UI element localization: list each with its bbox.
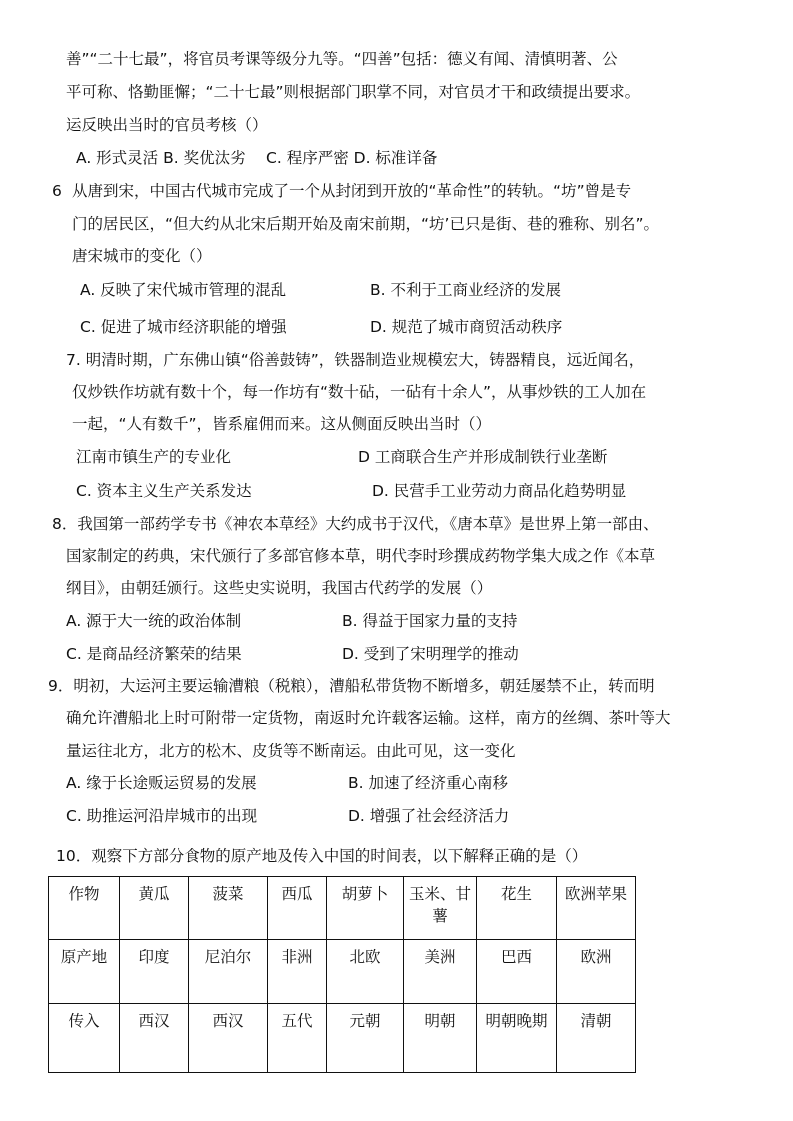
crop-origin-table [48, 876, 636, 1073]
table-row [49, 877, 636, 940]
q7-option-d: D. 民营手工业劳动力商品化趋势明显 [372, 482, 627, 500]
table-cell: 玉米、甘薯 [404, 877, 477, 940]
q6-option-c: C. 促进了城市经济职能的增强 [80, 318, 287, 336]
table-cell: 欧洲苹果 [557, 877, 636, 940]
table-cell: 作物 [49, 877, 120, 940]
table-cell: 胡萝卜 [327, 877, 404, 940]
q9-line3: 量运往北方，北方的松木、皮货等不断南运。由此可见，这一变化 [66, 742, 516, 760]
table-cell: 西瓜 [268, 877, 327, 940]
q9-line1: 9．明初，大运河主要运输漕粮（税粮），漕船私带货物不断增多，朝廷屡禁不止，转而明 [48, 677, 655, 695]
q6-option-b: B. 不利于工商业经济的发展 [370, 281, 561, 299]
table-cell: 明朝 [404, 1004, 477, 1073]
table-cell: 菠菜 [189, 877, 268, 940]
q9-line2: 确允许漕船北上时可附带一定货物，南返时允许载客运输。这样，南方的丝绸、茶叶等大 [66, 709, 671, 727]
q8-option-a: A. 源于大一统的政治体制 [66, 612, 242, 630]
table-cell: 欧洲 [557, 940, 636, 1004]
q8-option-d: D. 受到了宋明理学的推动 [342, 645, 519, 663]
q7-line1: 7. 明清时期，广东佛山镇“俗善鼓铸”，铁器制造业规模宏大，铸器精良，远近闻名， [66, 351, 645, 369]
q9-option-d: D. 增强了社会经济活力 [348, 807, 510, 825]
q8-option-b: B. 得益于国家力量的支持 [342, 612, 518, 630]
q9-option-b: B. 加速了经济重心南移 [348, 774, 508, 792]
table-cell: 尼泊尔 [189, 940, 268, 1004]
table-cell: 明朝晚期 [477, 1004, 557, 1073]
table-cell: 西汉 [189, 1004, 268, 1073]
q7-line3: 一起，“人有数千”，皆系雇佣而来。这从侧面反映出当时（） [72, 415, 492, 433]
table-cell: 元朝 [327, 1004, 404, 1073]
q9-option-c: C. 助推运河沿岸城市的出现 [66, 807, 258, 825]
table-cell: 西汉 [120, 1004, 189, 1073]
table-cell: 花生 [477, 877, 557, 940]
table-cell: 五代 [268, 1004, 327, 1073]
table-cell: 传入 [49, 1004, 120, 1073]
table-cell: 巴西 [477, 940, 557, 1004]
q7-option-c: C. 资本主义生产关系发达 [76, 482, 252, 500]
table-cell: 非洲 [268, 940, 327, 1004]
q8-line2: 国家制定的药典，宋代颁行了多部官修本草，明代李时珍撰成药物学集大成之作《本草 [66, 547, 656, 565]
q6-line2: 门的居民区，“但大约从北宋后期开始及南宋前期，“坊’已只是街、巷的雅称、别名”。 [72, 215, 660, 233]
table-row [49, 940, 636, 1004]
table-cell: 清朝 [557, 1004, 636, 1073]
q6-number: 6 [52, 182, 62, 200]
q10-stem: 10．观察下方部分食物的原产地及传入中国的时间表，以下解释正确的是（） [56, 847, 588, 865]
table-cell: 印度 [120, 940, 189, 1004]
table-cell: 原产地 [49, 940, 120, 1004]
table-cell: 黄瓜 [120, 877, 189, 940]
q7-line2: 仅炒铁作坊就有数十个，每一作坊有“数十砧，一砧有十余人”，从事炒铁的工人加在 [72, 383, 647, 401]
q5-line2: 平可称、恪勤匪懈；“二十七最”则根据部门职掌不同，对官员才干和政绩提出要求。 [66, 83, 641, 101]
table-cell: 美洲 [404, 940, 477, 1004]
table-cell: 北欧 [327, 940, 404, 1004]
q6-line1: 从唐到宋，中国古代城市完成了一个从封闭到开放的“革命性”的转轨。“坊”曾是专 [72, 182, 632, 200]
q5-line1: 善”“二十七最”，将官员考课等级分九等。“四善”包括：德义有闻、清慎明著、公 [66, 50, 618, 68]
q5-options: A. 形式灵活 B. 奖优汰劣 C. 程序严密 D. 标准详备 [76, 149, 438, 167]
q8-option-c: C. 是商品经济繁荣的结果 [66, 645, 242, 663]
q5-line3: 运反映出当时的官员考核（） [66, 116, 268, 134]
q6-line3: 唐宋城市的变化（） [72, 247, 212, 265]
q8-line3: 纲目》，由朝廷颁行。这些史实说明，我国古代药学的发展（） [66, 579, 493, 597]
q6-option-d: D. 规范了城市商贸活动秩序 [370, 318, 563, 336]
q9-option-a: A. 缘于长途贩运贸易的发展 [66, 774, 257, 792]
q7-option-b: D 工商联合生产并形成制铁行业垄断 [358, 448, 608, 466]
q7-option-a: 江南市镇生产的专业化 [76, 448, 232, 466]
q8-line1: 8．我国第一部药学专书《神农本草经》大约成书于汉代，《唐本草》是世界上第一部由、 [52, 515, 659, 533]
q6-option-a: A. 反映了宋代城市管理的混乱 [80, 281, 287, 299]
table-row [49, 1004, 636, 1073]
